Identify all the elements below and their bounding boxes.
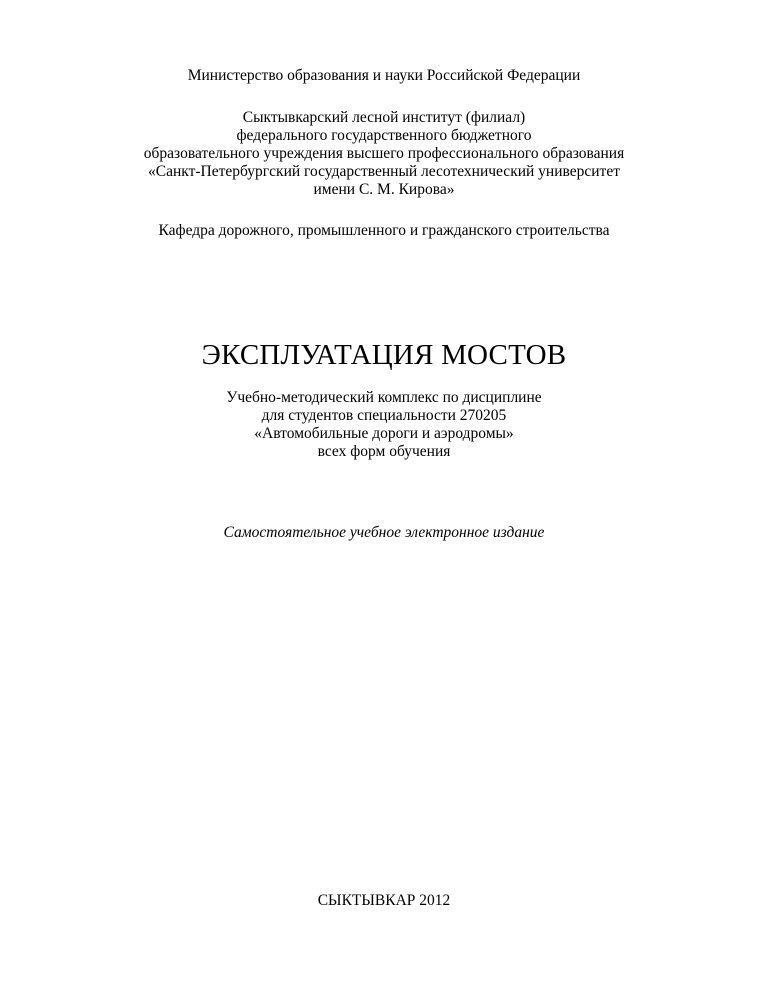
subtitle-line-2: для студентов специальности 270205	[261, 407, 507, 424]
department-line: Кафедра дорожного, промышленного и гражданского строительства	[158, 222, 610, 239]
institute-line-2: федерального государственного бюджетного	[236, 127, 532, 144]
subtitle-line-3: «Автомобильные дороги и аэродромы»	[254, 425, 514, 442]
institute-line-3: образовательного учреждения высшего профессионального образования	[143, 145, 625, 162]
institute-line-4: «Санкт-Петербургский государственный лесотехнический университет	[148, 163, 620, 180]
institute-line-5: имени С. М. Кирова»	[313, 181, 455, 198]
city-year: СЫКТЫВКАР 2012	[317, 892, 451, 909]
edition-note: Самостоятельное учебное электронное издание	[223, 524, 545, 541]
subtitle-line-1: Учебно-методический комплекс по дисциплине	[226, 389, 542, 406]
subtitle-line-4: всех форм обучения	[317, 443, 451, 460]
institute-line-1: Сыктывкарский лесной институт (филиал)	[242, 109, 526, 126]
ministry-line: Министерство образования и науки Российской Федерации	[187, 67, 581, 84]
document-title: ЭКСПЛУАТАЦИЯ МОСТОВ	[201, 339, 567, 371]
